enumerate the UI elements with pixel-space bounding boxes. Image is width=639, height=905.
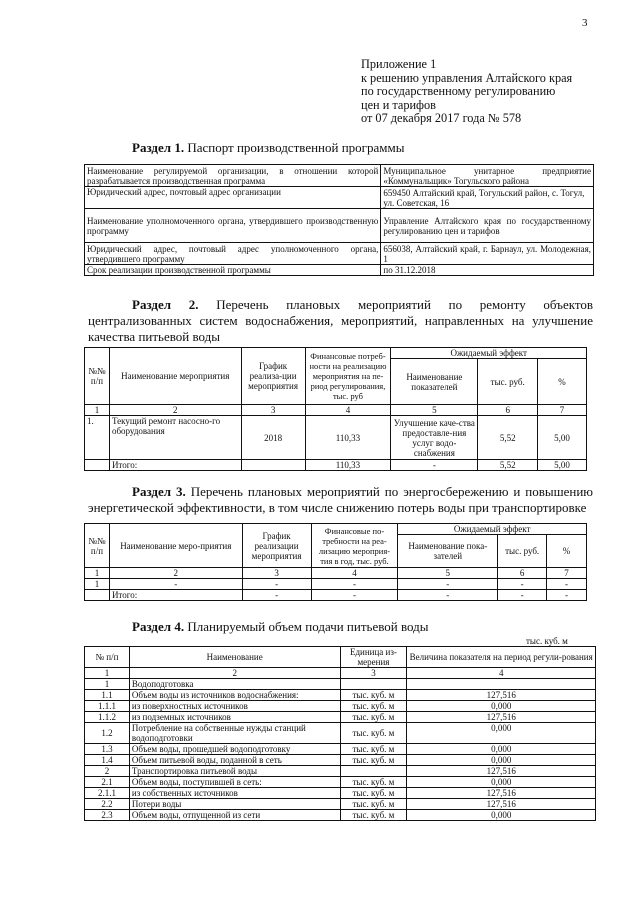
appendix-line: Приложение 1 [361,57,437,71]
section2-heading [88,297,593,345]
section3-heading [88,484,593,516]
table-row [85,579,587,590]
column-number: 6 [478,405,538,416]
row-name: - [109,579,242,590]
column-number: 5 [391,405,478,416]
col-name-header: Наименование [129,647,340,668]
table-row [85,788,596,799]
row-name: Потери воды [129,799,340,810]
row-thous: 5,52 [478,416,538,460]
row-schedule: - [242,579,311,590]
row-value: 0,000 [407,744,596,755]
total-row [85,460,587,471]
col-expected-header: Ожидаемый эффект [398,524,587,535]
passport-row [85,187,594,209]
appendix-line: по государственному регулированию [361,84,556,99]
row-finance: 110,33 [305,416,391,460]
col-num-header: № п/п [85,647,130,668]
col-name-header: Наименование меро-приятия [109,524,242,568]
row-value: 127,516 [407,712,596,723]
row-unit: тыс. куб. м [340,788,407,799]
unit-note: тыс. куб. м [526,636,568,646]
total-indicator: - [398,590,498,601]
total-finance: 110,33 [305,460,391,471]
col-num-header: №№ п/п [85,348,110,405]
table-row [85,744,596,755]
column-number: 5 [398,568,498,579]
passport-label: Наименование уполномоченного органа, утвердившего производственную программу [85,209,381,243]
passport-row [85,265,594,276]
water-supply-table [84,646,596,821]
row-unit [340,679,407,690]
row-name: Объем воды из источников водоснабжения: [129,690,340,701]
section1-title: Паспорт производственной программы [187,140,405,155]
col-thous-header: тыс. руб. [478,359,538,405]
row-unit: тыс. куб. м [340,744,407,755]
total-row [85,590,587,601]
passport-table [84,164,594,276]
passport-value: по 31.12.2018 [381,265,594,276]
row-num: 1.4 [85,755,130,766]
passport-value: Муниципальное унитарное предприятие «Коммунальщик» Тогульского района [381,165,594,187]
column-number: 3 [241,405,305,416]
total-pct: - [547,590,587,601]
row-num: 2.1.1 [85,788,130,799]
passport-row [85,165,594,187]
column-number: 4 [407,668,596,679]
section4-num: Раздел 4. [132,619,185,634]
passport-label: Наименование регулируемой организации, в отношении которой разрабатывается производственная программа [85,165,381,187]
row-name: Объем воды, поступившей в сеть: [129,777,340,788]
col-name-header: Наименование мероприятия [109,348,241,405]
row-value: 0,000 [407,723,596,744]
row-num: 1.2 [85,723,130,744]
col-indicator-header: Наименование пока-зателей [398,535,498,568]
col-finance-header: Финансовые по-требности на реа-лизацию мероприя-тия в год, тыс. руб. [311,524,398,568]
row-unit: тыс. куб. м [340,690,407,701]
row-unit: тыс. куб. м [340,712,407,723]
table-row [85,701,596,712]
row-value: 127,516 [407,788,596,799]
column-numbers-row [85,568,587,579]
column-number: 4 [305,405,391,416]
total-thous: - [498,590,547,601]
row-pct: - [547,579,587,590]
row-thous: - [498,579,547,590]
row-unit: тыс. куб. м [340,810,407,821]
column-number: 6 [498,568,547,579]
row-value: 0,000 [407,755,596,766]
row-value: 0,000 [407,701,596,712]
row-name: из собственных источников [129,788,340,799]
row-num: 1. [85,416,110,460]
table-row [85,712,596,723]
page-number: 3 [582,17,588,29]
row-num: 2.1 [85,777,130,788]
column-number: 7 [547,568,587,579]
passport-label: Юридический адрес, почтовый адрес уполномоченного органа, утвердившего программу [85,243,381,265]
table-row [85,766,596,777]
row-name: Объем питьевой воды, поданной в сеть [129,755,340,766]
row-value: 127,516 [407,690,596,701]
total-indicator: - [391,460,478,471]
passport-row [85,243,594,265]
row-indicator: Улучшение каче-ства предоставле-ния услуг водо-снабжения [391,416,478,460]
section1-num: Раздел 1. [132,140,185,155]
appendix-line: цен и тарифов [361,97,436,112]
col-finance-header: Финансовые потреб-ности на реализацию мероприятия на пе-риод регулирования, тыс. руб [305,348,391,405]
total-schedule: - [242,590,311,601]
passport-value: Управление Алтайского края по государственному регулированию цен и тарифов [381,209,594,243]
table-row [85,810,596,821]
passport-value: 659450 Алтайский край, Тогульский район, с. Тогул, ул. Советская, 16 [381,187,594,209]
row-unit: тыс. куб. м [340,799,407,810]
row-num: 1.1 [85,690,130,701]
row-name: Объем воды, отпущенной из сети [129,810,340,821]
col-expected-header: Ожидаемый эффект [391,348,587,359]
row-indicator: - [398,579,498,590]
column-numbers-row [85,668,596,679]
section2-num: Раздел 2. [132,297,199,312]
total-label: Итого: [109,590,242,601]
col-pct-header: % [538,359,587,405]
row-name: из подземных источников [129,712,340,723]
energy-table [84,523,587,601]
section1-heading [132,140,404,156]
table-row [85,416,587,460]
col-schedule-header: График реализации мероприятия [242,524,311,568]
total-label: Итого: [109,460,241,471]
table-row [85,755,596,766]
row-unit: тыс. куб. м [340,701,407,712]
appendix-line: от 07 декабря 2017 года № 578 [361,111,522,126]
appendix-header [361,58,572,126]
column-number: 3 [340,668,407,679]
row-value: 127,516 [407,799,596,810]
col-thous-header: тыс. руб. [498,535,547,568]
column-number: 1 [85,405,110,416]
total-finance: - [311,590,398,601]
row-value: 127,516 [407,766,596,777]
row-pct: 5,00 [538,416,587,460]
table-row [85,690,596,701]
column-number: 1 [85,568,110,579]
passport-label: Юридический адрес, почтовый адрес организации [85,187,381,209]
col-pct-header: % [547,535,587,568]
table-row [85,799,596,810]
col-num-header: №№ п/п [85,524,110,568]
col-indicator-header: Наименование показателей [391,359,478,405]
column-number: 2 [109,405,241,416]
section4-heading [132,619,429,635]
row-unit: тыс. куб. м [340,777,407,788]
col-value-header: Величина показателя на период регули-рования [407,647,596,668]
passport-value: 656038, Алтайский край, г. Барнаул, ул. Молодежная, 1 [381,243,594,265]
table-row [85,777,596,788]
total-pct: 5,00 [538,460,587,471]
row-name: Транспортировка питьевой воды [129,766,340,777]
column-number: 2 [109,568,242,579]
row-unit [340,766,407,777]
row-value: 0,000 [407,810,596,821]
col-schedule-header: График реализа-ции мероприятия [241,348,305,405]
repair-table [84,347,587,471]
table-row [85,679,596,690]
appendix-line: к решению управления Алтайского края [361,70,573,85]
section3-title: Перечень плановых мероприятий по энергосбережению и повышению энергетической эффективности, в том числе снижению потерь воды при транспортировке [88,484,593,515]
row-num: 2.3 [85,810,130,821]
row-unit: тыс. куб. м [340,755,407,766]
column-number: 1 [85,668,130,679]
row-schedule: 2018 [241,416,305,460]
row-name: Водоподготовка [129,679,340,690]
row-value: 0,000 [407,777,596,788]
section3-num: Раздел 3. [132,484,186,499]
row-num: 1 [85,679,130,690]
row-name: Потребление на собственные нужды станций водоподготовки [129,723,340,744]
row-num: 1.3 [85,744,130,755]
row-unit: тыс. куб. м [340,723,407,744]
row-name: из поверхностных источников [129,701,340,712]
column-number: 3 [242,568,311,579]
row-num: 2.2 [85,799,130,810]
row-finance: - [311,579,398,590]
table-row [85,723,596,744]
column-numbers-row [85,405,587,416]
column-number: 7 [538,405,587,416]
row-value [407,679,596,690]
row-name: Текущий ремонт насосно-го оборудования [109,416,241,460]
col-unit-header: Единица из-мерения [340,647,407,668]
row-num: 1.1.1 [85,701,130,712]
passport-row [85,209,594,243]
row-num: 1 [85,579,110,590]
row-num: 2 [85,766,130,777]
section2-title: Перечень плановых мероприятий по ремонту объектов централизованных систем водоснабжения, мероприятий, направленных на улучшение качества питьевой воды [88,297,594,344]
row-num: 1.1.2 [85,712,130,723]
column-number: 4 [311,568,398,579]
section4-title: Планируемый объем подачи питьевой воды [187,619,429,634]
column-number: 2 [129,668,340,679]
row-name: Объем воды, прошедшей водоподготовку [129,744,340,755]
total-thous: 5,52 [478,460,538,471]
passport-label: Срок реализации производственной программы [85,265,381,276]
